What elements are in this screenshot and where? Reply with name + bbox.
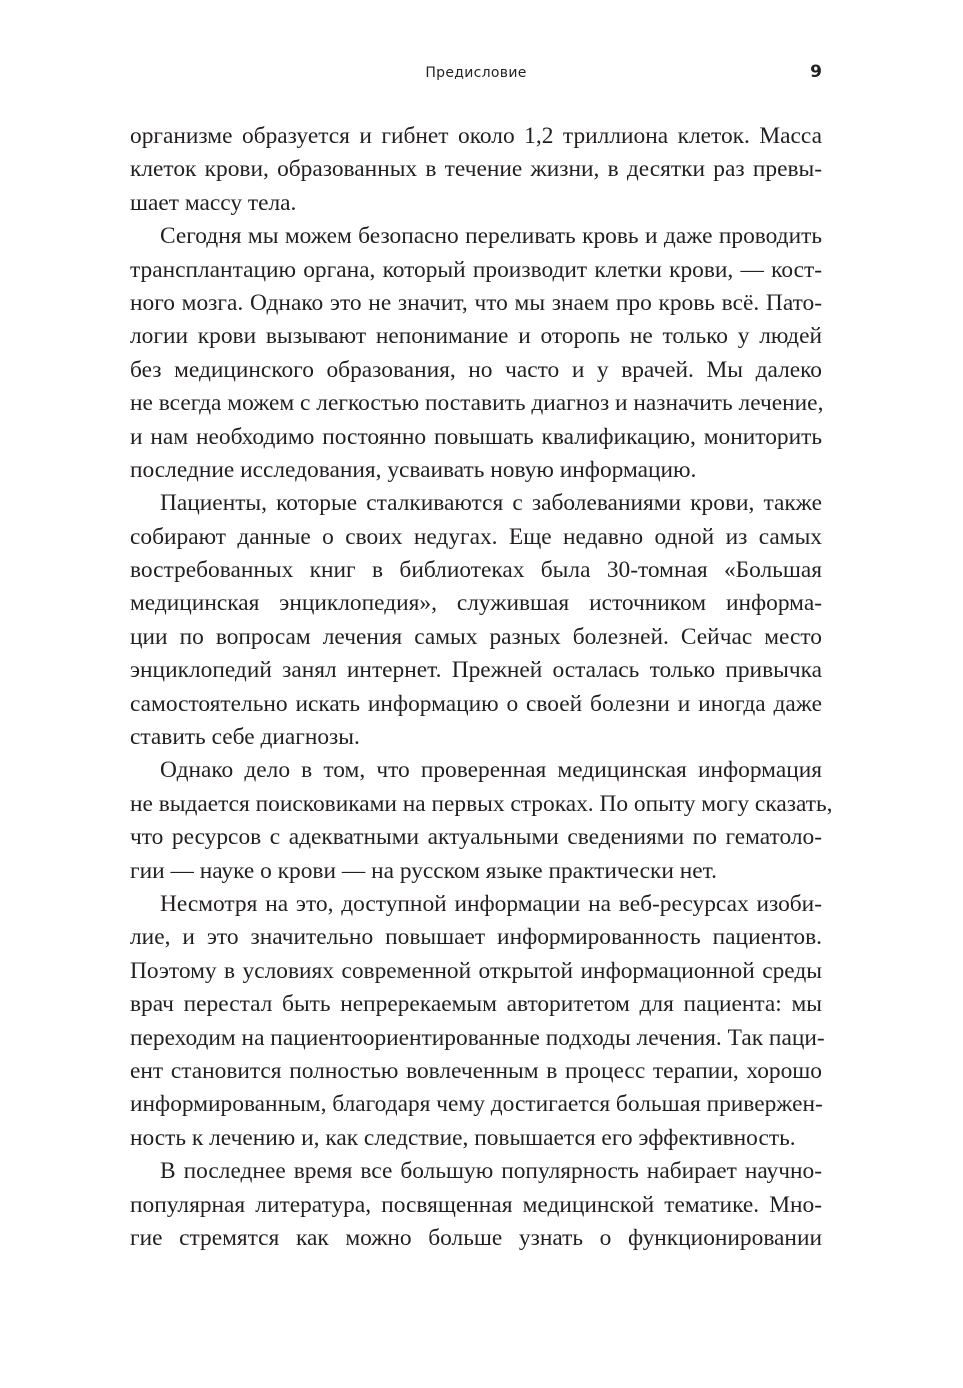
text-line: ность к лечению и, как следствие, повышается его эффективность. xyxy=(130,1124,796,1151)
text-line: трансплантацию органа, который производит клетки крови, — кост- xyxy=(130,256,822,283)
text-line: самостоятельно искать информацию о своей болезни и иногда даже xyxy=(130,690,822,717)
text-line: Поэтому в условиях современной открытой информационной среды xyxy=(130,957,822,984)
paragraph xyxy=(130,120,822,220)
text-line: информированным, благодаря чему достигается большая привержен- xyxy=(130,1091,823,1118)
text-line: гие стремятся как можно больше узнать о функционировании xyxy=(130,1224,822,1251)
text-line: последние исследования, усваивать новую информацию. xyxy=(130,456,697,483)
text-line: ного мозга. Однако это не значит, что мы знаем про кровь всё. Пато- xyxy=(130,289,822,316)
paragraph xyxy=(130,754,833,888)
text-line: что ресурсов с адекватными актуальными сведениями по гематоло- xyxy=(130,824,822,851)
text-line: популярная литература, посвященная медицинской тематике. Мно- xyxy=(130,1191,822,1218)
text-line: медицинская энциклопедия», служившая источником информа- xyxy=(130,590,822,617)
text-line: Однако дело в том, что проверенная медицинская информация xyxy=(160,757,822,784)
paragraph xyxy=(130,888,825,1155)
text-line: переходим на пациентоориентированные подходы лечения. Так паци- xyxy=(130,1024,825,1051)
text-line: клеток крови, образованных в течение жизни, в десятки раз превы- xyxy=(130,156,822,183)
text-line: без медицинского образования, но часто и у врачей. Мы далеко xyxy=(130,356,822,383)
text-line: логии крови вызывают непонимание и оторопь не только у людей xyxy=(130,323,822,350)
text-line: Сегодня мы можем безопасно переливать кровь и даже проводить xyxy=(160,223,822,250)
text-line: востребованных книг в библиотеках была 30-томная «Большая xyxy=(130,557,822,584)
text-line: энциклопедий занял интернет. Прежней осталась только привычка xyxy=(130,657,822,684)
paragraph xyxy=(130,487,822,754)
body-text xyxy=(130,120,833,1255)
text-line: ции по вопросам лечения самых разных болезней. Сейчас место xyxy=(130,623,822,650)
text-line: не всегда можем с легкостью поставить диагноз и назначить лечение, xyxy=(130,390,824,417)
text-line: собирают данные о своих недугах. Еще недавно одной из самых xyxy=(130,523,822,550)
text-line: не выдается поисковиками на первых строках. По опыту могу сказать, xyxy=(130,790,833,817)
text-line: организме образуется и гибнет около 1,2 триллиона клеток. Масса xyxy=(130,123,822,149)
text-line: врач перестал быть непререкаемым авторитетом для пациента: мы xyxy=(130,991,822,1018)
text-line: ент становится полностью вовлеченным в процесс терапии, хорошо xyxy=(130,1057,822,1084)
text-line: и нам необходимо постоянно повышать квалификацию, мониторить xyxy=(130,423,822,450)
text-line: Несмотря на это, доступной информации на веб-ресурсах изоби- xyxy=(160,890,822,917)
text-line: Пациенты, которые сталкиваются с заболеваниями крови, также xyxy=(160,490,822,517)
text-line: лие, и это значительно повышает информированность пациентов. xyxy=(130,924,822,951)
paragraph xyxy=(130,220,822,487)
page-number: 9 xyxy=(810,62,822,82)
text-line: гии — науке о крови — на русском языке практически нет. xyxy=(130,857,717,884)
section-title: Предисловие xyxy=(425,65,527,81)
paragraph xyxy=(130,1155,822,1255)
text-line: ставить себе диагнозы. xyxy=(130,724,360,751)
text-line: шает массу тела. xyxy=(130,189,297,216)
text-line: В последнее время все большую популярность набирает научно- xyxy=(160,1158,822,1185)
running-header xyxy=(130,62,822,86)
